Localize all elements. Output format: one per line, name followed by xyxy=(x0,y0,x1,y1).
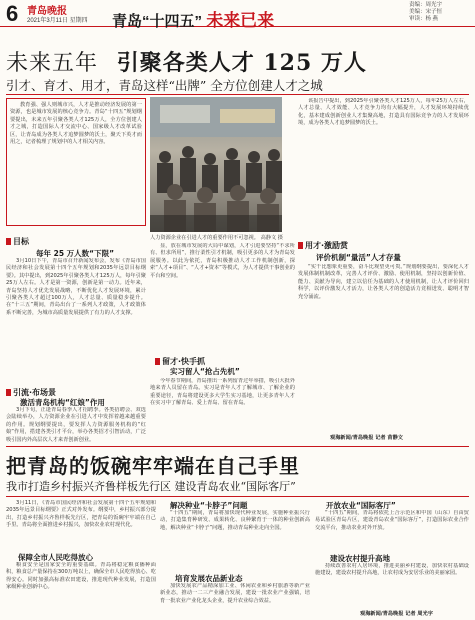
second-col2-heading: 解决种业“卡脖子”问题 xyxy=(170,501,248,510)
second-col1-heading: 保障全市人民吃得放心 xyxy=(18,553,93,562)
goal-label: 目标 xyxy=(6,236,29,247)
intro-box xyxy=(6,98,146,226)
eval-body: “实干比想象更重要，奋斗比观望更可贵。”规划纲要提出，要深化人才发展体制机制改革，完善人才评价、激励、使用机制，坚持以创新价值、能力、贡献为导向，建立以信任为基础的人才使用机制，让人才评价回归科学，以评价激发人才活力，让各类人才的创造活力竞相迸发、聪明才智充分涌流。 xyxy=(298,264,469,300)
lead-subtitle: 引才、育才、用才，青岛这样“出牌” 全方位创建人才之城 xyxy=(6,78,323,93)
goal-heading: 每年 25 万人数“下限” xyxy=(36,249,115,258)
second-headline: 把青岛的饭碗牢牢端在自己手里 xyxy=(6,454,300,478)
measure-heading: 激活青岛机构“红娘”作用 xyxy=(20,398,105,407)
column-title-text: 青岛“十四五” xyxy=(112,13,203,30)
second-col3-heading2: 建设农村提升高地 xyxy=(330,554,390,563)
lead-headline-prefix: 未来五年 xyxy=(6,51,99,76)
goal-body: 3月10日下午，青岛市召开新闻发布会，发布《青岛市国民经济和社会发展第十四个五年规划和2035年远景目标纲要》。其中提出，到2025年引聚各类人才125万人，每年引聚25万人左右。人才是第一资源，创新是第一动力。近年来，青岛坚持人才优先发展战略，不断优化人才发展环境，累计引聚各类人才超过100万人，人才总量、质量稳步提升。在“十三五”期间，青岛出台了一系列人才政策，人才政策体系不断完善，为城市高质量发展提供了有力的人才支撑。 xyxy=(6,258,146,316)
editor-line: 美编：宋子恒 xyxy=(409,9,443,15)
reporter-credit: 观海新闻/青岛晚报 记者 苗静文 xyxy=(330,435,403,441)
second-col2-heading2: 培育发展农品新业态 xyxy=(175,574,243,583)
lead-headline xyxy=(6,46,367,77)
crowd-photo-icon xyxy=(150,97,282,232)
issue-date: 2021年3月11日 星期四 xyxy=(27,18,88,24)
middle-body: 显，放在城市发展的大局中谋划，人才引进要坚持“不求所有、但求所用”，推行柔性引才机制，吸引更多的人才为青岛发展服务。以此为依托，青岛积极推动人才工作机制创新，探索“人才+项目”、“人才+资本”等模式，为人才提供干事创业的平台和空间。 xyxy=(150,243,295,279)
editor-line: 责编：周光宇 xyxy=(409,2,443,8)
eval-heading: 评价机制“量活”人才存量 xyxy=(316,253,401,262)
platform-heading: 实习留人“抢占先机” xyxy=(170,367,240,376)
red-bar-icon xyxy=(6,389,11,396)
intro-text: 教育强、强人则城市兴，人才是推动经济发展的第一资源，也是城市发展的核心竞争力。青岛“十四五”规划纲要提出，未来五年引聚各类人才125万人，全方位创建人才之城，打造国际人才交流中心、国家级人才改革试验区，让青岛成为各类人才追梦圆梦的沃土，聚天下英才而用之，记者梳理了规划中的人才相关内容。 xyxy=(10,102,142,146)
masthead xyxy=(0,0,475,30)
column-title xyxy=(112,6,274,31)
red-bar-icon xyxy=(6,238,11,245)
second-col2-body: “十四五”期间，青岛将加快现代种业发展，实施种业振兴行动，打造集育种研发、成果转化、良种繁育于一体的种业创新高地，解决种业“卡脖子”问题，推动青岛种业走向全国。 xyxy=(160,510,310,531)
second-reporter-credit: 观海新闻/青岛晚报 记者 周光宇 xyxy=(360,611,433,617)
red-bar-icon xyxy=(155,358,160,365)
editor-credits xyxy=(409,2,467,23)
editor-line: 审读：杨 燕 xyxy=(409,16,439,22)
second-col1-body: 3月11日，《青岛市国民经济和社会发展第十四个五年规划和2035年远景目标纲要》正式对外发布。纲要中，乡村振兴部分提出，打造乡村振兴齐鲁样板先行区，把青岛的饭碗牢牢端在自己手里。青岛将全面推进乡村振兴，加快农业农村现代化。 xyxy=(6,500,156,529)
divider xyxy=(6,446,469,447)
platform-label: 留才·快手抓 xyxy=(155,356,205,367)
second-subtitle: 我市打造乡村振兴齐鲁样板先行区 建设青岛农业“国际客厅” xyxy=(6,480,296,493)
divider xyxy=(6,94,469,95)
second-col1-body2: 粮食安全是国家安全的重要基础。青岛将稳定粮食播种面积，粮食总产量保持在300万吨以上，确保全市人民吃得放心、吃得安心。同时加强高标准农田建设，推进现代种业发展，打造国家级种业创新中心。 xyxy=(6,562,156,591)
right-intro xyxy=(298,98,469,238)
second-col2-body2: 加快发展农产品精深加工业、休闲农业和乡村旅游等新产业新业态，推动一二三产业融合发展，建设一批农业产业强镇，培育一批农业产业化龙头企业，提升农业综合效益。 xyxy=(160,583,310,604)
lead-headline-main: 引聚各类人才 125 万人 xyxy=(116,50,367,76)
lead-photo xyxy=(150,97,282,232)
red-bar-icon xyxy=(298,242,303,249)
paper-name: 青岛晚报 xyxy=(27,6,67,17)
divider xyxy=(6,496,469,497)
eval-label: 用才·激励赏 xyxy=(298,240,348,251)
platform-body: 今年春节期间，青岛推出一系列留青过年举措，吸引大批外地来青人员留在青岛。实习是青年人才了解城市、了解企业的重要途径，青岛将建设更多大学生实习基地，让更多青年人才在实习中了解青岛、爱上青岛、留在青岛。 xyxy=(150,378,295,407)
measure-body: 3月下旬，正逢青岛春季人才招聘季。各类招聘会、双选会陆续举办，人力资源企业在引进人才中发挥着越来越重要的作用。规划纲要提出，要发挥人力资源服务机构的“红娘”作用，搭建各类引才平台，举办各类招才引智活动，广泛吸引国内外高层次人才来青创新创业。 xyxy=(6,407,146,443)
measure-label: 引流·布场景 xyxy=(6,387,56,398)
column-highlight: 未来已来 xyxy=(206,11,275,30)
right-intro-text: 该报告中提出，到2025年引聚各类人才125万人，每年25万人左右，人才总量、人才效能、人才竞争力均有大幅提升，人才发展环境持续优化，基本建成创新创业人才集聚高地，打造具有国际竞争力的人才发展环境，成为各类人才追梦圆梦的沃土。 xyxy=(298,98,469,127)
second-col3-body2: 持续改善农村人居环境，推进美丽乡村建设，加快农村基础设施建设，建设农村提升高地，让农村成为安居乐业的美丽家园。 xyxy=(315,563,469,577)
second-col3-heading: 开放农业“国际客厅” xyxy=(326,501,396,510)
page-number: 6 xyxy=(6,1,19,26)
photo-caption: 人力资源企业在引进人才的重要作用不可忽视。 高静文 摄 xyxy=(150,235,283,241)
second-col3-body: “十四五”期间，青岛将依托上合示范区和中国（山东）自由贸易试验区青岛片区，建设青岛农业“国际客厅”，打造国际农业合作交流平台，推动农业对外开放。 xyxy=(315,510,469,531)
